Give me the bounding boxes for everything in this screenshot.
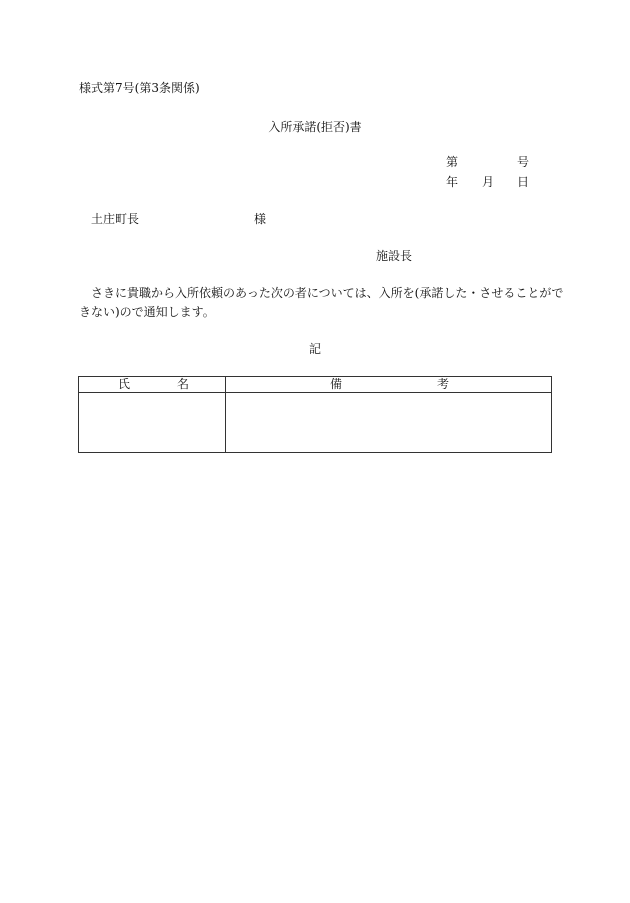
document-number-prefix: 第: [446, 155, 459, 169]
date-month-label: 月: [482, 175, 495, 189]
name-header-cell: [79, 377, 226, 393]
addressee-honorific: 様: [254, 212, 267, 226]
remarks-header-char-2: 考: [437, 377, 450, 391]
remarks-header-cell: [226, 377, 552, 393]
name-header-char-2: 名: [177, 377, 190, 391]
body-text-line-1: さきに貴職から入所依頼のあった次の者については、入所を(承諾した・させることがで: [91, 286, 564, 300]
date-year-label: 年: [446, 175, 459, 189]
table-row: [79, 393, 552, 453]
record-table: [78, 376, 552, 453]
addressee-name: 土庄町長: [91, 212, 140, 226]
ki-label: 記: [308, 342, 321, 356]
table-header-row: [79, 377, 552, 393]
sender-title: 施設長: [376, 249, 413, 263]
document-title: 入所承諾(拒否)書: [268, 120, 362, 134]
body-text-line-2: きない)ので通知します。: [79, 305, 215, 319]
date-day-label: 日: [517, 175, 530, 189]
name-entry-cell[interactable]: [79, 393, 226, 453]
remarks-entry-cell[interactable]: [226, 393, 552, 453]
remarks-header-char-1: 備: [330, 377, 343, 391]
form-number: 様式第7号(第3条関係): [79, 81, 200, 95]
name-header-char-1: 氏: [118, 377, 131, 391]
document-number-suffix: 号: [517, 155, 530, 169]
